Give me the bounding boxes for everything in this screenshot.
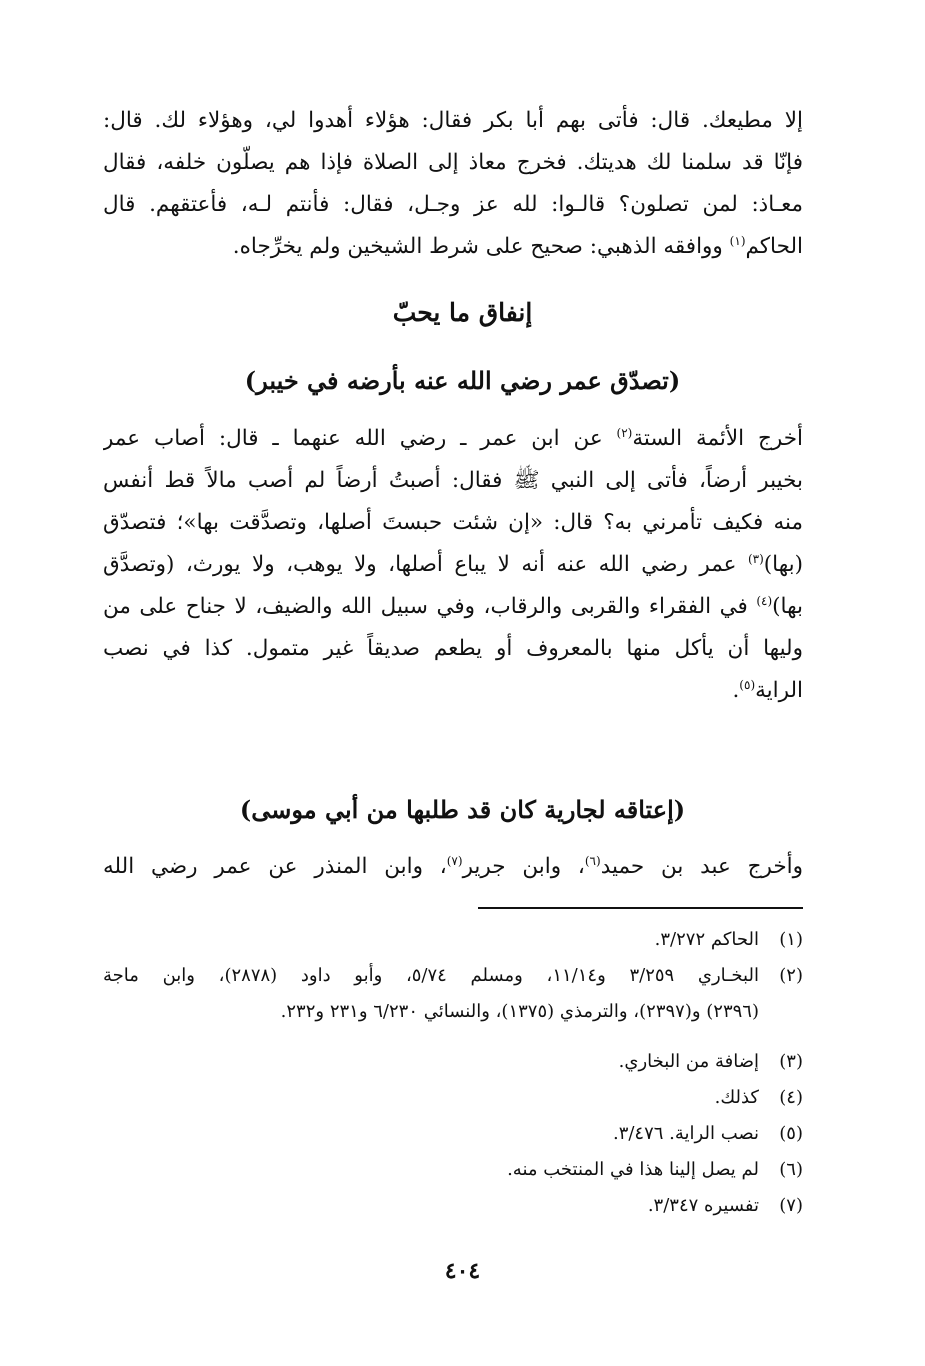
footnote-number: (٥) [779, 1123, 803, 1144]
footnote-number: (٦) [779, 1159, 803, 1180]
footnote-ref-1: (١) [729, 233, 746, 248]
paragraph-2 [103, 418, 803, 712]
footnote-ref-7: (٧) [446, 853, 463, 868]
footnotes [103, 922, 803, 1224]
text-segment: عمر رضي الله عنه أنه لا يباع أصلها، ولا يوهب، ولا يورث، (وتصدَّق [103, 552, 737, 577]
footnote-text: نصب الراية. ٣/٤٧٦. [612, 1123, 759, 1144]
footnote-text: تفسيره ٣/٣٤٧. [647, 1195, 759, 1216]
footnote-ref-2: (٢) [616, 425, 633, 440]
paragraph-3 [103, 846, 803, 888]
footnote-text: لم يصل إلينا هذا في المنتخب منه. [507, 1159, 759, 1180]
text-segment: ، وابن جرير [462, 854, 585, 879]
footnote-divider [478, 907, 803, 909]
paragraph-1-line-3: معـاذ: لمن تصلون؟ قالـوا: لله عز وجـل، فقال: فأنتم لـه، فأعتقهم. قال [103, 192, 803, 217]
text-segment: ، وابن المنذر عن عمر رضي الله [103, 854, 447, 879]
text-segment: . [732, 678, 740, 703]
footnote-number: (٢) [779, 965, 803, 986]
text-segment: بها) [772, 594, 803, 619]
footnote-5 [103, 1116, 803, 1152]
subsection-heading-1: (تصدّق عمر رضي الله عنه بأرضه في خيبر) [244, 366, 681, 395]
footnote-number: (٧) [779, 1195, 803, 1216]
text-segment: أخرج الأئمة الستة [632, 426, 803, 451]
footnote-gap [103, 1030, 803, 1044]
paragraph-2-line-3: منه فكيف تأمرني به؟ قال: «إن شئت حبستَ أصلها، وتصدَّقت بها»؛ فتصدّق [103, 510, 803, 535]
footnote-number: (١) [779, 929, 803, 950]
paragraph-1-line-4 [103, 226, 803, 268]
footnote-text-line-1: البخـاري ٣/٢٥٩ و١١/١٤، ومسلم ٥/٧٤، وأبو داود (٢٨٧٨)، وابن ماجة [103, 965, 759, 986]
footnote-text [103, 958, 759, 1030]
paragraph-2-line-1 [103, 418, 803, 460]
footnote-number: (٣) [779, 1051, 803, 1072]
paragraph-2-line-7 [103, 670, 803, 712]
page-number: ٤٠٤ [444, 1258, 481, 1284]
footnote-ref-6: (٦) [584, 853, 601, 868]
footnote-text: إضافة من البخاري. [618, 1051, 759, 1072]
text-segment: في الفقراء والقربى والرقاب، وفي سبيل الله والضيف، لا جناح على من [103, 594, 748, 619]
footnote-3 [103, 1044, 803, 1080]
text-segment: الحاكم [745, 234, 803, 259]
footnote-1 [103, 922, 803, 958]
footnote-number: (٤) [779, 1087, 803, 1108]
paragraph-2-line-2: بخيبر أرضاً، فأتى إلى النبي ﷺ فقال: أصبتُ أرضاً لم أصب مالاً قط أنفس [103, 468, 803, 493]
section-heading: إنفاق ما يحبّ [392, 298, 533, 327]
paragraph-2-line-4 [103, 544, 803, 586]
paragraph-2-line-5 [103, 586, 803, 628]
footnote-4 [103, 1080, 803, 1116]
text-segment: وأخرج عبد بن حميد [600, 854, 803, 879]
footnote-7 [103, 1188, 803, 1224]
text-segment: الراية [755, 678, 803, 703]
footnote-text: كذلك. [714, 1087, 759, 1108]
footnote-2 [103, 958, 803, 1030]
text-segment: ووافقه الذهبي: صحيح على شرط الشيخين ولم يخرِّجاه. [232, 234, 723, 259]
paragraph-1 [103, 100, 803, 268]
footnote-6 [103, 1152, 803, 1188]
footnote-ref-3: (٣) [747, 551, 764, 566]
paragraph-1-line-2: فإنّا قد سلمنا لك هديتك. فخرج معاذ إلى الصلاة فإذا هم يصلّون خلفه، فقال [103, 150, 803, 175]
paragraph-2-line-6: وليها أن يأكل منها بالمعروف أو يطعم صديقاً غير متمول. كذا في نصب [103, 636, 803, 661]
paragraph-3-line-1 [103, 846, 803, 888]
text-segment: عن ابن عمر ـ رضي الله عنهما ـ قال: أصاب عمر [103, 426, 603, 451]
text-segment: (بها) [763, 552, 803, 577]
paragraph-1-line-1: إلا مطيعك. قال: فأتى بهم أبا بكر فقال: هؤلاء أهدوا لي، وهؤلاء لك. قال: [103, 108, 803, 133]
footnote-text-line-2: (٢٣٩٦) و(٢٣٩٧)، والترمذي (١٣٧٥)، والنسائي ٦/٢٣٠ و٢٣١ و٢٣٢. [280, 1001, 759, 1022]
footnote-ref-4: (٤) [756, 593, 773, 608]
footnote-text: الحاكم ٣/٢٧٢. [654, 929, 759, 950]
footnote-ref-5: (٥) [739, 677, 756, 692]
subsection-heading-2: (إعتاقه لجارية كان قد طلبها من أبي موسى) [239, 795, 686, 824]
